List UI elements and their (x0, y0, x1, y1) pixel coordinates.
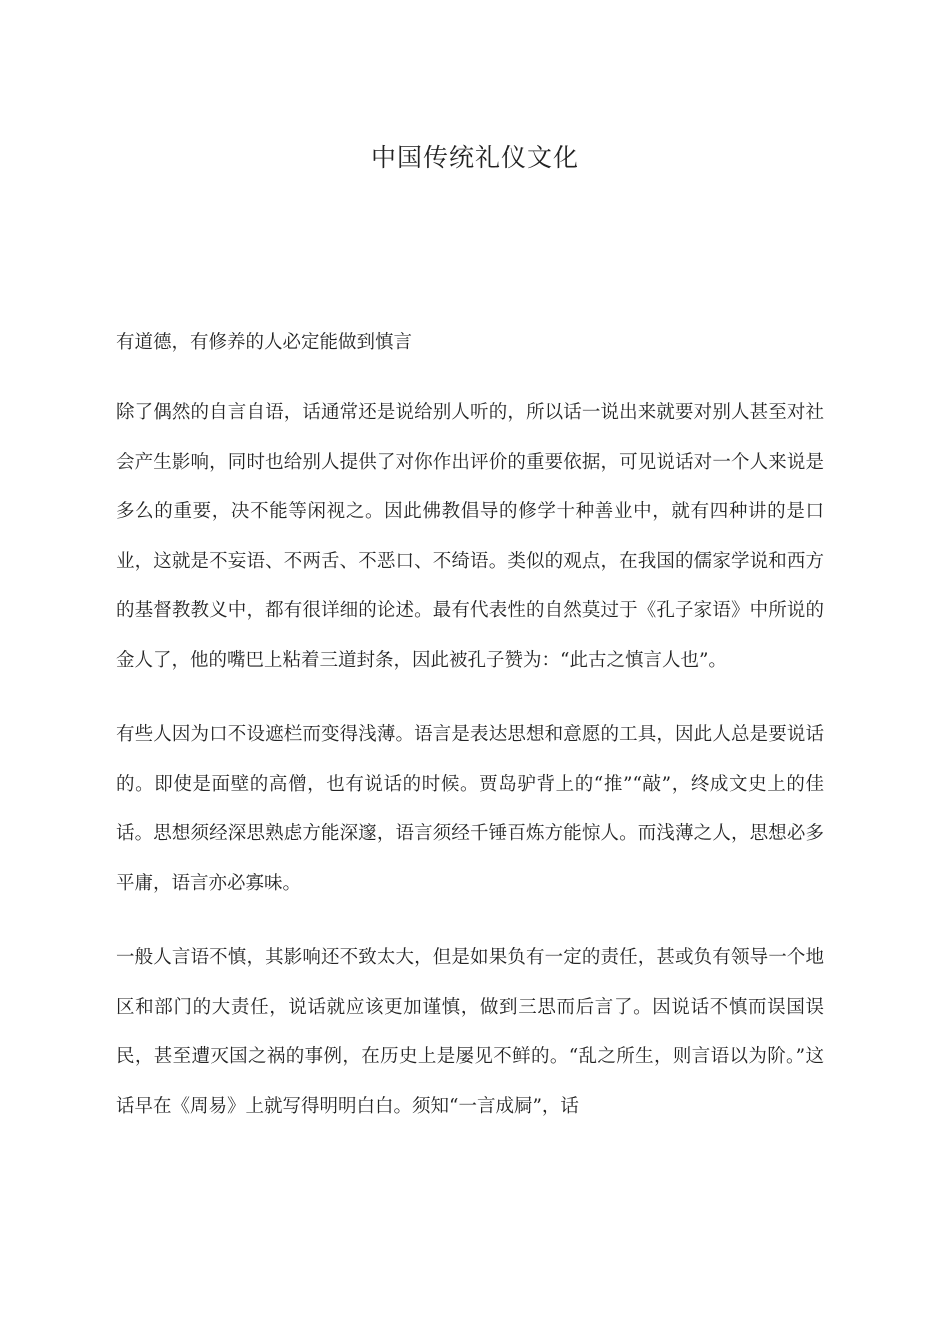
document-body (116, 324, 824, 1156)
section-heading: 有道德，有修养的人必定能做到慎言 (116, 332, 413, 353)
paragraph-1: 除了偶然的自言自语，话通常还是说给别人听的，所以话一说出来就要对别人甚至对社会产生影响，同时也给别人提供了对你作出评价的重要依据，可见说话对一个人来说是多么的重要，决不能等闲视之。因此佛教倡导的修学十种善业中，就有四种讲的是口业，这就是不妄语、不两舌、不恶口、不绮语。类似的观点，在我国的儒家学说和西方的基督教教义中，都有很详细的论述。最有代表性的自然莫过于《孔子家语》中所说的金人了，他的嘴巴上粘着三道封条，因此被孔子赞为：“此古之慎言人也”。 (116, 402, 824, 671)
paragraph-2: 有些人因为口不设遮栏而变得浅薄。语言是表达思想和意愿的工具，因此人总是要说话的。即使是面壁的高僧，也有说话的时候。贾岛驴背上的“推”“敲”，终成文史上的佳话。思想须经深思熟虑方能深邃，语言须经千锤百炼方能惊人。而浅薄之人，思想必多平庸，语言亦必寡味。 (116, 724, 824, 894)
paragraph-3: 一般人言语不慎，其影响还不致太大，但是如果负有一定的责任，甚或负有领导一个地区和部门的大责任，说话就应该更加谨慎，做到三思而后言了。因说话不慎而误国误民，甚至遭灭国之祸的事例，在历史上是屡见不鲜的。“乱之所生，则言语以为阶。”这话早在《周易》上就写得明明白白。须知“一言成屙”，话 (116, 947, 824, 1117)
document-title: 中国传统礼仪文化 (370, 143, 579, 172)
